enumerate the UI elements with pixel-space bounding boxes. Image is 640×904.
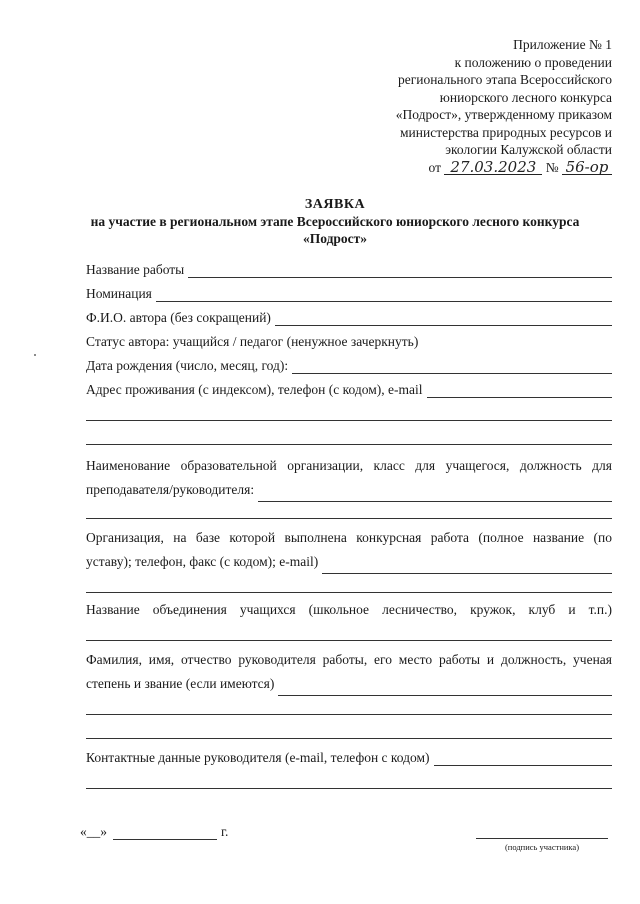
date-day-placeholder: «__» (80, 824, 107, 839)
supervisor-contacts-extra-line[interactable] (86, 788, 612, 789)
address-extra-line[interactable] (86, 444, 612, 445)
base-org-extra-line[interactable] (86, 592, 612, 593)
field-nomination (86, 284, 612, 302)
work-title-input-line[interactable] (188, 264, 612, 278)
field-association (86, 598, 612, 622)
field-base-org (86, 526, 612, 574)
supervisor-input-line[interactable] (278, 682, 612, 696)
field-label: Фамилия, имя, отчество руководителя работы, его место работы и должность, ученая (86, 652, 612, 667)
appendix-line: регионального этапа Всероссийского (397, 72, 612, 87)
order-date-number-line (312, 159, 612, 177)
field-label: Организация, на базе которой выполнена конкурсная работа (полное название (по (86, 530, 612, 545)
order-date-handwritten: 27.03.2023 (444, 160, 542, 175)
date-line (80, 824, 228, 840)
field-label: Название работы (86, 262, 185, 277)
form-title (60, 196, 610, 247)
field-label: Наименование образовательной организации, класс для учащегося, должность для (86, 458, 612, 473)
signature-input-line[interactable] (476, 838, 608, 839)
address-extra-line[interactable] (86, 420, 612, 421)
field-label: Адрес проживания (с индексом), телефон (с кодом), e-mail (86, 382, 423, 397)
field-label: Номинация (86, 286, 152, 301)
field-address (86, 380, 612, 398)
year-suffix: г. (221, 824, 229, 839)
field-label: Статус автора: учащийся / педагог (ненужное зачеркнуть) (86, 334, 419, 349)
field-label: уставу); телефон, факс (с кодом); e-mail) (86, 554, 319, 569)
order-number-handwritten: 56-ор (562, 160, 612, 175)
appendix-line: Приложение № 1 (513, 37, 612, 52)
field-work-title (86, 260, 612, 278)
scan-dot (34, 354, 36, 356)
field-label: преподавателя/руководителя: (86, 482, 255, 497)
appendix-line: юниорского лесного конкурса (439, 89, 612, 105)
appendix-line: экологии Калужской области (445, 142, 612, 157)
appendix-header (312, 36, 612, 176)
appendix-line: «Подрост», утвержденному приказом (395, 107, 612, 122)
title-subtitle: на участие в региональном этапе Всероссийского юниорского лесного конкурса (90, 214, 580, 229)
title-main: ЗАЯВКА (304, 197, 366, 212)
number-label: № (545, 159, 559, 175)
supervisor-contacts-input-line[interactable] (434, 752, 612, 766)
field-birth-date (86, 356, 612, 374)
field-author-name (86, 308, 612, 326)
field-label: Ф.И.О. автора (без сокращений) (86, 310, 271, 325)
address-input-line[interactable] (427, 384, 612, 398)
field-label: степень и звание (если имеются) (86, 676, 275, 691)
base-org-input-line[interactable] (322, 560, 612, 574)
date-month-input-line[interactable] (113, 827, 217, 840)
field-supervisor-contacts (86, 748, 612, 766)
edu-org-extra-line[interactable] (86, 518, 612, 519)
association-input-line[interactable] (86, 640, 612, 641)
nomination-input-line[interactable] (156, 288, 612, 302)
supervisor-extra-line[interactable] (86, 738, 612, 739)
title-contest-name: «Подрост» (302, 231, 368, 246)
appendix-line: к положению о проведении (454, 54, 612, 70)
field-author-status (86, 332, 612, 350)
field-supervisor (86, 648, 612, 696)
field-label: Контактные данные руководителя (e-mail, телефон с кодом) (86, 750, 430, 765)
appendix-line: министерства природных ресурсов и (399, 124, 612, 140)
from-label: от (428, 159, 441, 175)
field-label: Название объединения учащихся (школьное лесничество, кружок, клуб и т.п.) (86, 602, 612, 617)
field-label: Дата рождения (число, месяц, год): (86, 358, 289, 373)
author-name-input-line[interactable] (275, 312, 612, 326)
supervisor-extra-line[interactable] (86, 714, 612, 715)
field-edu-org (86, 454, 612, 502)
birth-date-input-line[interactable] (292, 360, 612, 374)
signature-caption: (подпись участника) (504, 842, 580, 852)
edu-org-input-line[interactable] (258, 488, 612, 502)
